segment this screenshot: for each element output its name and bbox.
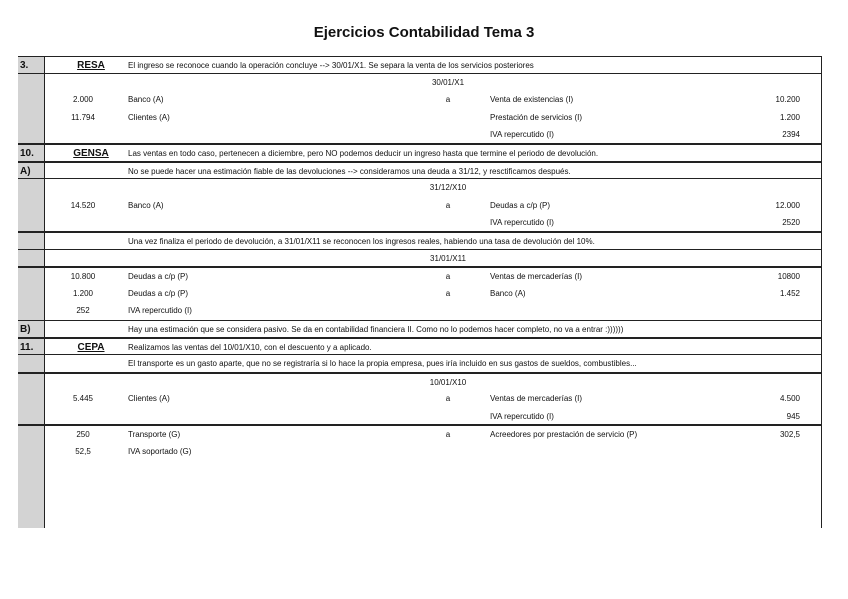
- entry-separator: a: [445, 272, 451, 282]
- credit-account: IVA repercutido (I): [490, 411, 554, 421]
- ledger-sheet: [18, 56, 822, 528]
- row-number: A): [20, 165, 31, 177]
- ledger-row: [18, 162, 822, 180]
- account-or-description: Hay una estimación que se considera pasivo. Se da en contabilidad financiera II. Como no lo podemos hacer completo, no va a entrar :)))))): [128, 324, 624, 334]
- ledger-row: [18, 197, 822, 215]
- ledger-row: [18, 214, 822, 232]
- credit-amount: 10800: [777, 272, 800, 282]
- entry-date: 31/01/X11: [430, 253, 466, 263]
- credit-account: Deudas a c/p (P): [490, 200, 551, 210]
- debit-amount: 14.520: [70, 200, 96, 210]
- account-or-description: Banco (A): [128, 95, 164, 105]
- credit-amount: 1.200: [779, 112, 800, 122]
- ledger-row: [18, 425, 822, 443]
- credit-account: IVA repercutido (I): [490, 218, 554, 228]
- ledger-row: [18, 144, 822, 162]
- ledger-row: [18, 443, 822, 461]
- credit-amount: 12.000: [775, 200, 800, 210]
- account-or-description: Transporte (G): [128, 430, 181, 440]
- row-number: 3.: [20, 60, 29, 71]
- debit-amount: 252: [76, 306, 90, 316]
- credit-amount: 2520: [782, 218, 800, 228]
- debit-amount: 1.200: [72, 288, 94, 298]
- debit-amount: 11.794: [71, 112, 95, 122]
- credit-account: Venta de existencias (I): [490, 95, 574, 105]
- ledger-row: [18, 302, 822, 320]
- company-code: GENSA: [73, 147, 109, 159]
- credit-account: Acreedores por prestación de servicio (P): [490, 430, 638, 440]
- ledger-row: [18, 109, 822, 127]
- ledger-row: [18, 390, 822, 408]
- ledger-row: [18, 408, 822, 426]
- account-or-description: Realizamos las ventas del 10/01/X10, con el descuento y a aplicado.: [128, 342, 372, 352]
- ledger-row: [18, 56, 822, 74]
- debit-amount: 5.445: [72, 394, 94, 404]
- ledger-row: [18, 373, 822, 391]
- ledger-row: [18, 250, 822, 268]
- credit-amount: 10.200: [775, 95, 800, 105]
- credit-account: Ventas de mercaderías (I): [490, 394, 583, 404]
- account-or-description: Clientes (A): [128, 112, 170, 122]
- ledger-row: [18, 126, 822, 144]
- account-or-description: El transporte es un gasto aparte, que no se registraría si lo hace la propia empresa, pues iría incluido en sus gastos de sueldos, combustibles...: [128, 359, 637, 369]
- credit-account: Ventas de mercaderías (I): [490, 272, 583, 282]
- account-or-description: IVA soportado (G): [128, 447, 192, 457]
- debit-amount: 10.800: [70, 272, 96, 282]
- row-number: 11.: [20, 341, 34, 353]
- entry-separator: a: [445, 288, 451, 298]
- row-number: B): [20, 323, 31, 335]
- credit-amount: 945: [786, 411, 800, 421]
- entry-date: 10/01/X10: [429, 377, 467, 387]
- ledger-row: [18, 285, 822, 303]
- row-number: 10.: [20, 147, 34, 159]
- credit-account: IVA repercutido (I): [490, 130, 554, 140]
- credit-account: Prestación de servicios (I): [490, 112, 583, 122]
- entry-separator: a: [445, 95, 451, 105]
- ledger-row: [18, 91, 822, 109]
- account-or-description: IVA repercutido (I): [128, 306, 192, 316]
- account-or-description: Clientes (A): [128, 394, 170, 404]
- ledger-row: [18, 355, 822, 373]
- account-or-description: Las ventas en todo caso, pertenecen a diciembre, pero NO podemos deducir un ingreso hasta que termine el periodo de devolución.: [128, 148, 599, 158]
- entry-separator: a: [445, 430, 451, 440]
- ledger-row: [18, 74, 822, 92]
- ledger-row: [18, 232, 822, 250]
- entry-separator: a: [445, 200, 451, 210]
- ledger-row: [18, 320, 822, 338]
- account-or-description: No se puede hacer una estimación fiable de las devoluciones --> consideramos una deuda a 31/12, y resctificamos después.: [128, 166, 571, 176]
- page-title: Ejercicios Contabilidad Tema 3: [313, 24, 535, 41]
- ledger-row: [18, 267, 822, 285]
- entry-date: 31/12/X10: [429, 183, 467, 193]
- account-or-description: El ingreso se reconoce cuando la operación concluye --> 30/01/X1. Se separa la venta de los servicios posteriores: [128, 61, 534, 70]
- credit-amount: 302,5: [779, 430, 800, 440]
- debit-amount: 52,5: [75, 447, 91, 457]
- company-code: CEPA: [77, 341, 105, 353]
- entry-date: 30/01/X1: [431, 77, 465, 87]
- account-or-description: Deudas a c/p (P): [128, 288, 189, 298]
- credit-account: Banco (A): [490, 288, 526, 298]
- company-code: RESA: [77, 60, 105, 71]
- ledger-row: [18, 338, 822, 356]
- debit-amount: 250: [76, 430, 90, 440]
- debit-amount: 2.000: [72, 95, 94, 105]
- account-or-description: Banco (A): [128, 200, 164, 210]
- credit-amount: 2394: [782, 130, 800, 140]
- account-or-description: Una vez finaliza el periodo de devolución, a 31/01/X11 se reconocen los ingresos reales, habiendo una tasa de devolución del 10%.: [128, 236, 595, 246]
- ledger-rows: [18, 56, 822, 461]
- credit-amount: 1.452: [779, 288, 800, 298]
- account-or-description: Deudas a c/p (P): [128, 272, 189, 282]
- credit-amount: 4.500: [779, 394, 800, 404]
- entry-separator: a: [445, 394, 451, 404]
- ledger-row: [18, 179, 822, 197]
